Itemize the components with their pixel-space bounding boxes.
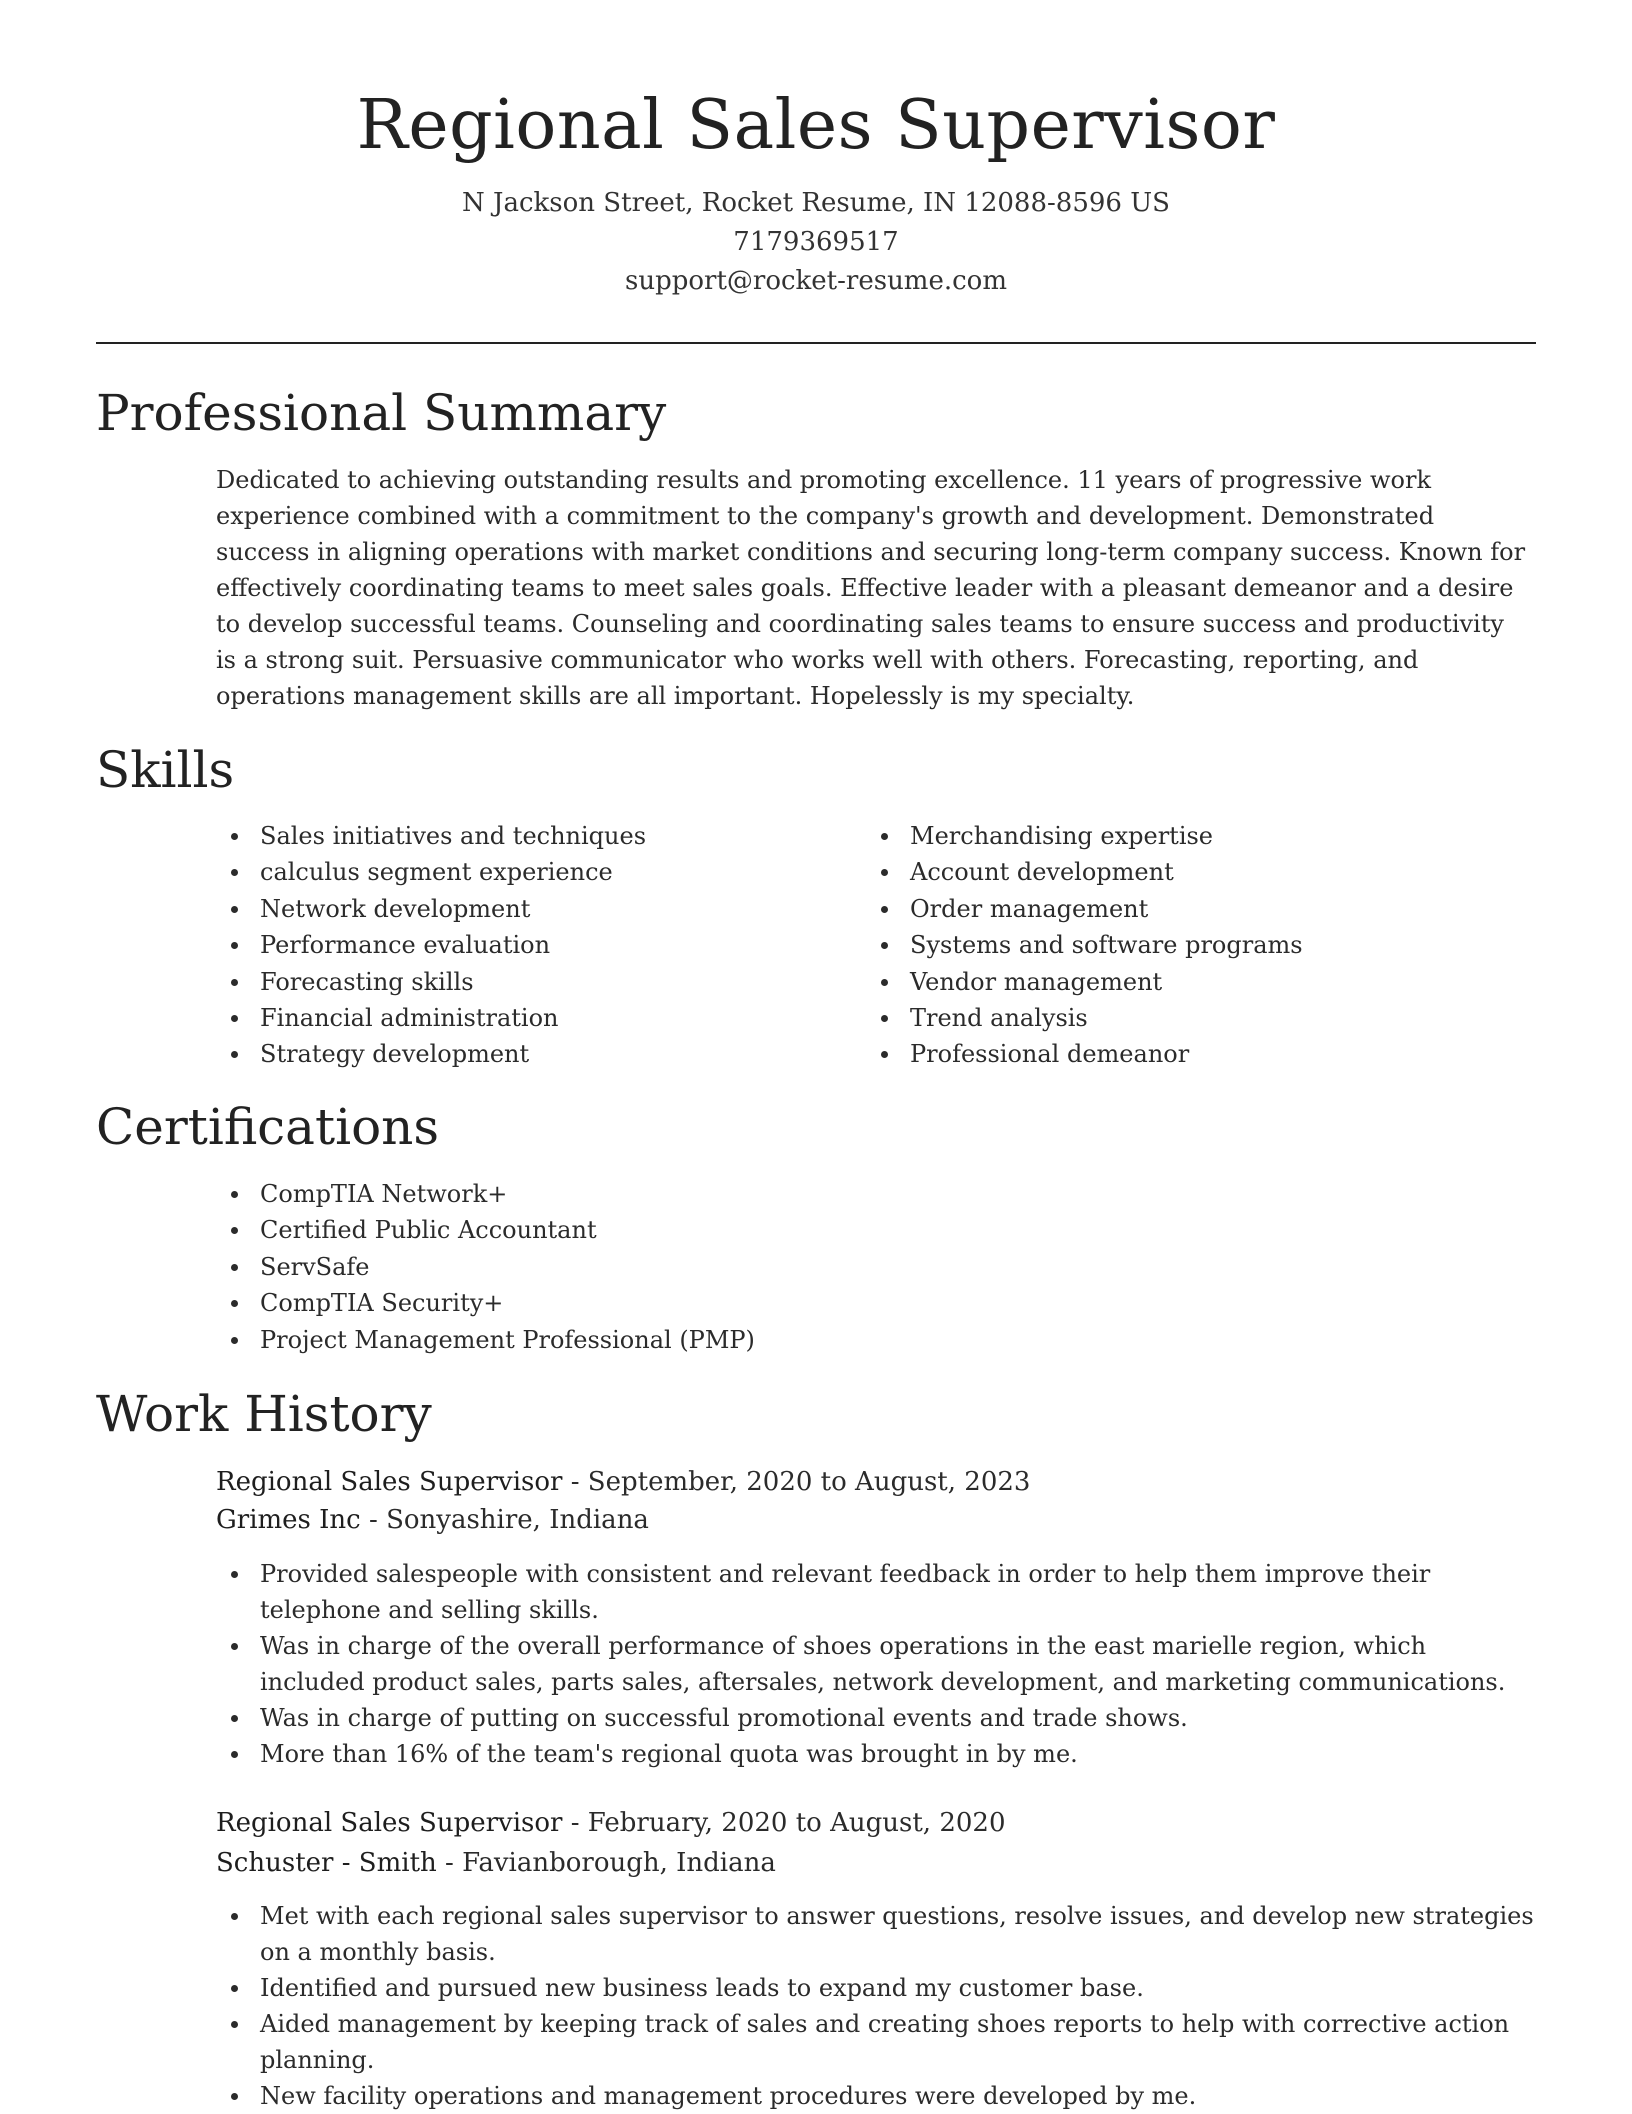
job-bullet: Provided salespeople with consistent and relevant feedback in order to help them improve their telephone and selling skills. — [216, 1556, 1536, 1628]
certifications-block — [216, 1176, 1516, 1358]
certification-item: CompTIA Security+ — [216, 1285, 1516, 1321]
summary-heading: Professional Summary — [96, 384, 667, 442]
certifications-heading: Certifications — [96, 1098, 440, 1156]
skills-left-column — [216, 818, 856, 1073]
job-location: - Sonyashire, Indiana — [360, 1505, 649, 1535]
job-company: Grimes Inc — [216, 1505, 361, 1535]
skills-left-list — [216, 818, 856, 1073]
skills-right-list — [866, 818, 1506, 1073]
contact-block — [0, 184, 1632, 301]
skill-item: calculus segment experience — [216, 854, 856, 890]
job-role: Regional Sales Supervisor — [216, 1467, 563, 1497]
work-history-heading: Work History — [96, 1385, 432, 1443]
resume-header — [0, 78, 1632, 301]
skill-item: Financial administration — [216, 1000, 856, 1036]
skills-right-column — [866, 818, 1506, 1073]
job-bullet: Identified and pursued new business leads to expand my customer base. — [216, 1970, 1536, 2006]
job-dates: - September, 2020 to August, 2023 — [562, 1467, 1031, 1497]
job-employer — [216, 1843, 1536, 1883]
job-bullet: Was in charge of putting on successful promotional events and trade shows. — [216, 1700, 1536, 1736]
skill-item: Network development — [216, 891, 856, 927]
skill-item: Forecasting skills — [216, 964, 856, 1000]
skill-item: Order management — [866, 891, 1506, 927]
job-bullet: Aided management by keeping track of sales and creating shoes reports to help with corrective action planning. — [216, 2006, 1536, 2078]
summary-text: Dedicated to achieving outstanding results and promoting excellence. 11 years of progressive work experience combined with a commitment to the company's growth and development. Demonstrated success in aligning operations with market conditions and securing long-term company success. Known for effectively coordinating teams to meet sales goals. Effective leader with a pleasant demeanor and a desire to develop successful teams. Counseling and coordinating sales teams to ensure success and productivity is a strong suit. Persuasive communicator who works well with others. Forecasting, reporting, and operations management skills are all important. Hopelessly is my specialty. — [216, 466, 1526, 710]
certification-item: CompTIA Network+ — [216, 1176, 1516, 1212]
job-bullet: New facility operations and management procedures were developed by me. — [216, 2078, 1536, 2114]
skill-item: Strategy development — [216, 1036, 856, 1072]
certification-item: Certified Public Accountant — [216, 1212, 1516, 1248]
candidate-name: Regional Sales Supervisor — [356, 86, 1276, 165]
skills-heading: Skills — [96, 741, 235, 799]
job-bullet: Was in charge of the overall performance of shoes operations in the east marielle region, which included product sales, parts sales, aftersales, network development, and marketing communications. — [216, 1628, 1536, 1700]
job-bullets — [216, 1898, 1536, 2114]
contact-phone: 7179369517 — [733, 227, 899, 257]
header-divider — [96, 342, 1536, 344]
certifications-list — [216, 1176, 1516, 1358]
job-heading — [216, 1803, 1536, 1843]
certification-item: Project Management Professional (PMP) — [216, 1322, 1516, 1358]
job-employer — [216, 1500, 1536, 1540]
job-dates: - February, 2020 to August, 2020 — [562, 1808, 1006, 1838]
contact-address: N Jackson Street, Rocket Resume, IN 12088-8596 US — [462, 188, 1170, 218]
skill-item: Vendor management — [866, 964, 1506, 1000]
skill-item: Sales initiatives and techniques — [216, 818, 856, 854]
skill-item: Account development — [866, 854, 1506, 890]
contact-email: support@rocket-resume.com — [624, 266, 1007, 296]
skill-item: Trend analysis — [866, 1000, 1506, 1036]
job-location: - Favianborough, Indiana — [436, 1848, 776, 1878]
certification-item: ServSafe — [216, 1249, 1516, 1285]
job-bullet: Met with each regional sales supervisor to answer questions, resolve issues, and develop new strategies on a monthly basis. — [216, 1898, 1536, 1970]
skill-item: Professional demeanor — [866, 1036, 1506, 1072]
job-heading — [216, 1462, 1536, 1502]
skill-item: Systems and software programs — [866, 927, 1506, 963]
job-bullet: More than 16% of the team's regional quota was brought in by me. — [216, 1736, 1536, 1772]
skill-item: Performance evaluation — [216, 927, 856, 963]
job-bullets — [216, 1556, 1536, 1772]
job-role: Regional Sales Supervisor — [216, 1808, 563, 1838]
skill-item: Merchandising expertise — [866, 818, 1506, 854]
job-company: Schuster - Smith — [216, 1848, 437, 1878]
